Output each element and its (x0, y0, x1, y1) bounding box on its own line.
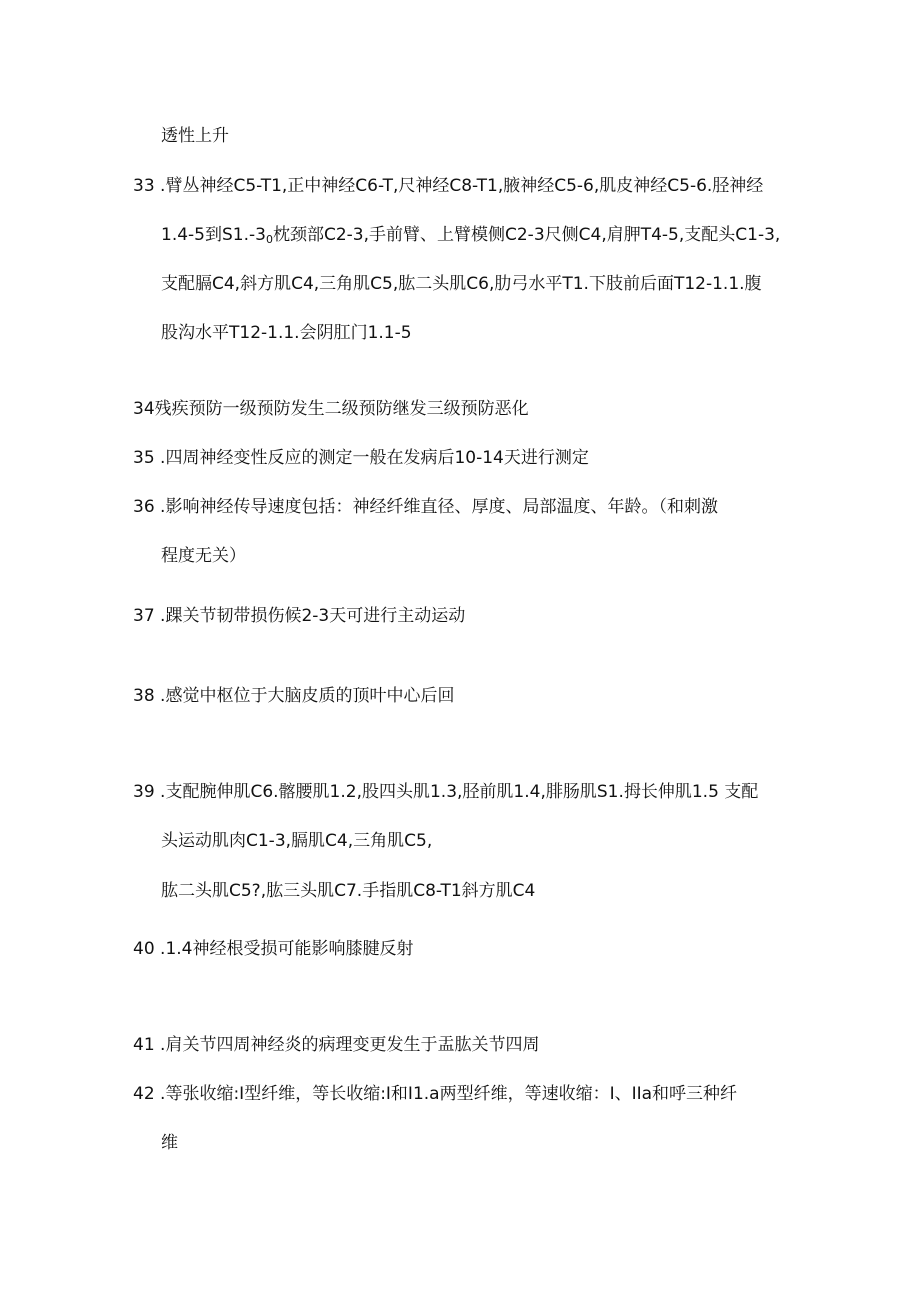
line-text: .感觉中枢位于大脑皮质的顶叶中心后回 (154, 686, 455, 706)
line-text: .臂丛神经C5-T1,正中神经C6-T,尺神经C8-T1,腋神经C5-6,肌皮神经C5-6.胫神经 (154, 176, 764, 196)
line-text: .支配腕伸肌C6.髂腰肌1.2,股四头肌1.3,胫前肌1.4,腓肠肌S1.拇长伸肌1.5 支配 (154, 782, 759, 802)
item-39-line-2 (161, 830, 432, 852)
item-number: 35 (133, 448, 155, 468)
item-number: 42 (133, 1084, 155, 1104)
line-text: 股沟水平T12-1.1.会阴肛门1.1-5 (161, 323, 412, 343)
item-number: 39 (133, 782, 155, 802)
item-35-line (133, 447, 589, 469)
item-number: 40 (133, 939, 155, 959)
text-line (161, 125, 229, 147)
item-number: 37 (133, 606, 155, 626)
line-text: 1.4-5到S1.-3 (161, 225, 266, 245)
item-36-line-1 (133, 496, 718, 518)
item-36-line-2 (161, 545, 246, 567)
item-40-line (133, 938, 413, 960)
item-number: 38 (133, 686, 155, 706)
item-42-line-1 (133, 1083, 737, 1105)
item-33-line-1 (133, 175, 763, 197)
line-text: 34残疾预防一级预防发生二级预防继发三级预防恶化 (133, 399, 529, 419)
item-38-line (133, 685, 454, 707)
item-33-line-3 (161, 273, 762, 295)
item-41-line (133, 1034, 539, 1056)
item-39-line-3 (161, 880, 535, 902)
line-text: 支配膈C4,斜方肌C4,三角肌C5,肱二头肌C6,肋弓水平T1.下肢前后面T12-1.1.腹 (161, 274, 762, 294)
line-text: 维 (161, 1133, 178, 1153)
line-text: 枕颈部C2-3,手前臂、上臂模侧C2-3尺侧C4,肩胛T4-5,支配头C1-3, (272, 225, 781, 245)
line-text: .肩关节四周神经炎的病理变更发生于盂肱关节四周 (154, 1035, 540, 1055)
line-text: 透性上升 (161, 126, 229, 146)
item-number: 41 (133, 1035, 155, 1055)
item-number: 33 (133, 176, 155, 196)
item-39-line-1 (133, 781, 758, 803)
item-33-line-2 (161, 224, 780, 251)
line-text: .等张收缩:I型纤维，等长收缩:I和I1.a两型纤维，等速收缩：I、IIa和呼三种纤 (154, 1084, 738, 1104)
item-number: 36 (133, 497, 155, 517)
item-42-line-2 (161, 1132, 178, 1154)
item-33-line-4 (161, 322, 412, 344)
line-text: .踝关节韧带损伤候2-3天可进行主动运动 (154, 606, 466, 626)
item-34-line (133, 398, 529, 420)
subscript-text: 0 (265, 233, 273, 246)
line-text: .影响神经传导速度包括：神经纤维直径、厚度、局部温度、年龄。（和刺激 (154, 497, 718, 517)
line-text: 肱二头肌C5?,肱三头肌C7.手指肌C8-T1斜方肌C4 (161, 881, 536, 901)
line-text: .1.4神经根受损可能影响膝腱反射 (154, 939, 414, 959)
line-text: 程度无关） (161, 546, 246, 566)
line-text: .四周神经变性反应的测定一般在发病后10-14天进行测定 (154, 448, 589, 468)
item-37-line (133, 605, 465, 627)
line-text: 头运动肌肉C1-3,膈肌C4,三角肌C5, (161, 831, 433, 851)
